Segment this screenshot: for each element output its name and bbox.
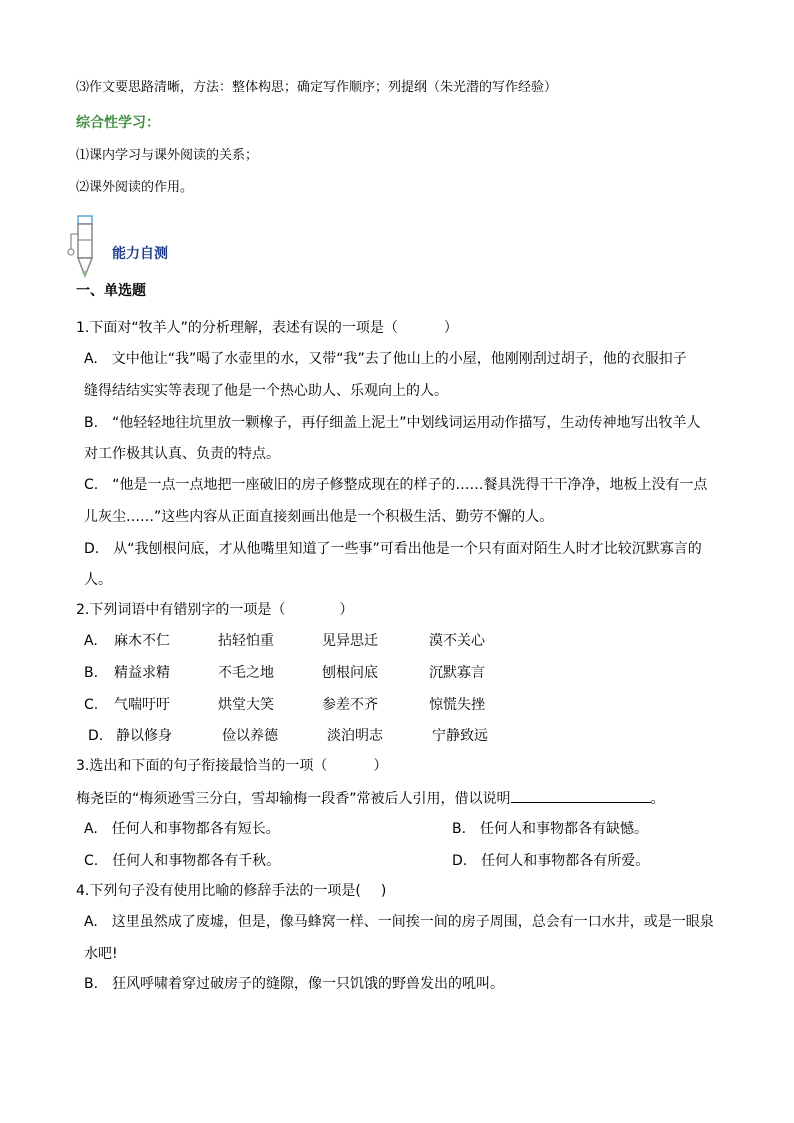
q3-option-c[interactable]: C. 任何人和事物都各有千秋。 <box>84 853 281 869</box>
q2-word: 静以修身 <box>116 728 172 744</box>
q2-word: 淡泊明志 <box>327 728 383 744</box>
q2-word: 刨根问底 <box>322 665 378 681</box>
q3-sentence: 梅尧臣的“梅须逊雪三分白，雪却输梅一段香”常被后人引用，借以说明 。 <box>76 788 665 809</box>
q2-word: 宁静致远 <box>432 728 488 744</box>
q2-word: 不毛之地 <box>218 665 274 681</box>
q2-option-label: B. <box>84 665 99 681</box>
part-title-single-choice: 一、单选题 <box>76 283 146 299</box>
question-4-stem: 4.下列句子没有使用比喻的修辞手法的一项是( ) <box>76 883 387 899</box>
pen-icon <box>64 214 104 282</box>
q2-word: 惊慌失挫 <box>429 697 485 713</box>
q2-word: 拈轻怕重 <box>218 633 274 649</box>
q4-option-a-line1[interactable]: A. 这里虽然成了废墟，但是，像马蜂窝一样、一间挨一间的房子周围，总会有一口水井，或是一眼泉 <box>84 914 714 930</box>
question-2-stem: 2.下列词语中有错别字的一项是（ ） <box>76 602 354 618</box>
question-3-stem: 3.选出和下面的句子衔接最恰当的一项（ ） <box>76 758 388 774</box>
q2-word: 见异思迁 <box>322 633 378 649</box>
q1-option-b-line1[interactable]: B. “他轻轻地往坑里放一颗橡子，再仔细盖上泥土”中划线词运用动作描写，生动传神地写出牧羊人 <box>84 415 701 431</box>
q1-option-d-line1[interactable]: D. 从“我刨根问底，才从他嘴里知道了一些事”可看出他是一个只有面对陌生人时才比较沉默寡言的 <box>84 541 702 557</box>
q1-option-a-line1[interactable]: A. 文中他让“我”喝了水壶里的水，又带“我”去了他山上的小屋，他刚刚刮过胡子，他的衣服扣子 <box>84 351 687 367</box>
q2-word: 参差不齐 <box>322 697 378 713</box>
q2-option-label: D. <box>88 728 104 744</box>
q1-option-c-line2: 儿灰尘……”这些内容从正面直接刻画出他是一个积极生活、勤劳不懈的人。 <box>84 509 554 525</box>
q1-option-b-line2: 对工作极其认真、负责的特点。 <box>84 446 280 462</box>
q1-option-c-line1[interactable]: C. “他是一点一点地把一座破旧的房子修整成现在的样子的……餐具洗得干干净净，地板上没有一点 <box>84 477 708 493</box>
q2-word: 烘堂大笑 <box>218 697 274 713</box>
q2-word: 俭以养德 <box>222 728 278 744</box>
q2-word: 精益求精 <box>114 665 170 681</box>
question-1-stem: 1.下面对“牧羊人”的分析理解，表述有误的一项是（ ） <box>76 320 458 336</box>
q2-word: 漠不关心 <box>429 633 485 649</box>
q2-option-label: C. <box>84 697 99 713</box>
q2-option-label: A. <box>84 633 98 649</box>
q1-option-a-line2: 缝得结结实实等表现了他是一个热心助人、乐观向上的人。 <box>84 383 448 399</box>
answer-blank[interactable] <box>511 788 651 803</box>
writing-method-line: ⑶作文要思路清晰，方法：整体构思；确定写作顺序；列提纲（朱光潜的写作经验） <box>76 80 558 95</box>
q2-word: 气喘吁吁 <box>114 697 170 713</box>
q4-option-b-line1[interactable]: B. 狂风呼啸着穿过破房子的缝隙，像一只饥饿的野兽发出的吼叫。 <box>84 976 505 992</box>
q4-option-a-line2: 水吧! <box>84 946 118 962</box>
q2-word: 麻木不仁 <box>114 633 170 649</box>
section-heading-comprehensive-study: 综合性学习： <box>76 115 160 131</box>
q3-option-b[interactable]: B. 任何人和事物都各有缺憾。 <box>452 821 649 837</box>
q1-option-d-line2: 人。 <box>84 572 112 588</box>
q3-option-a[interactable]: A. 任何人和事物都各有短长。 <box>84 821 280 837</box>
q3-option-d[interactable]: D. 任何人和事物都各有所爱。 <box>452 853 650 869</box>
ability-self-test-title: 能力自测 <box>112 246 168 262</box>
study-point-1: ⑴课内学习与课外阅读的关系； <box>76 148 259 163</box>
q2-word: 沉默寡言 <box>429 665 485 681</box>
study-point-2: ⑵课外阅读的作用。 <box>76 180 194 195</box>
